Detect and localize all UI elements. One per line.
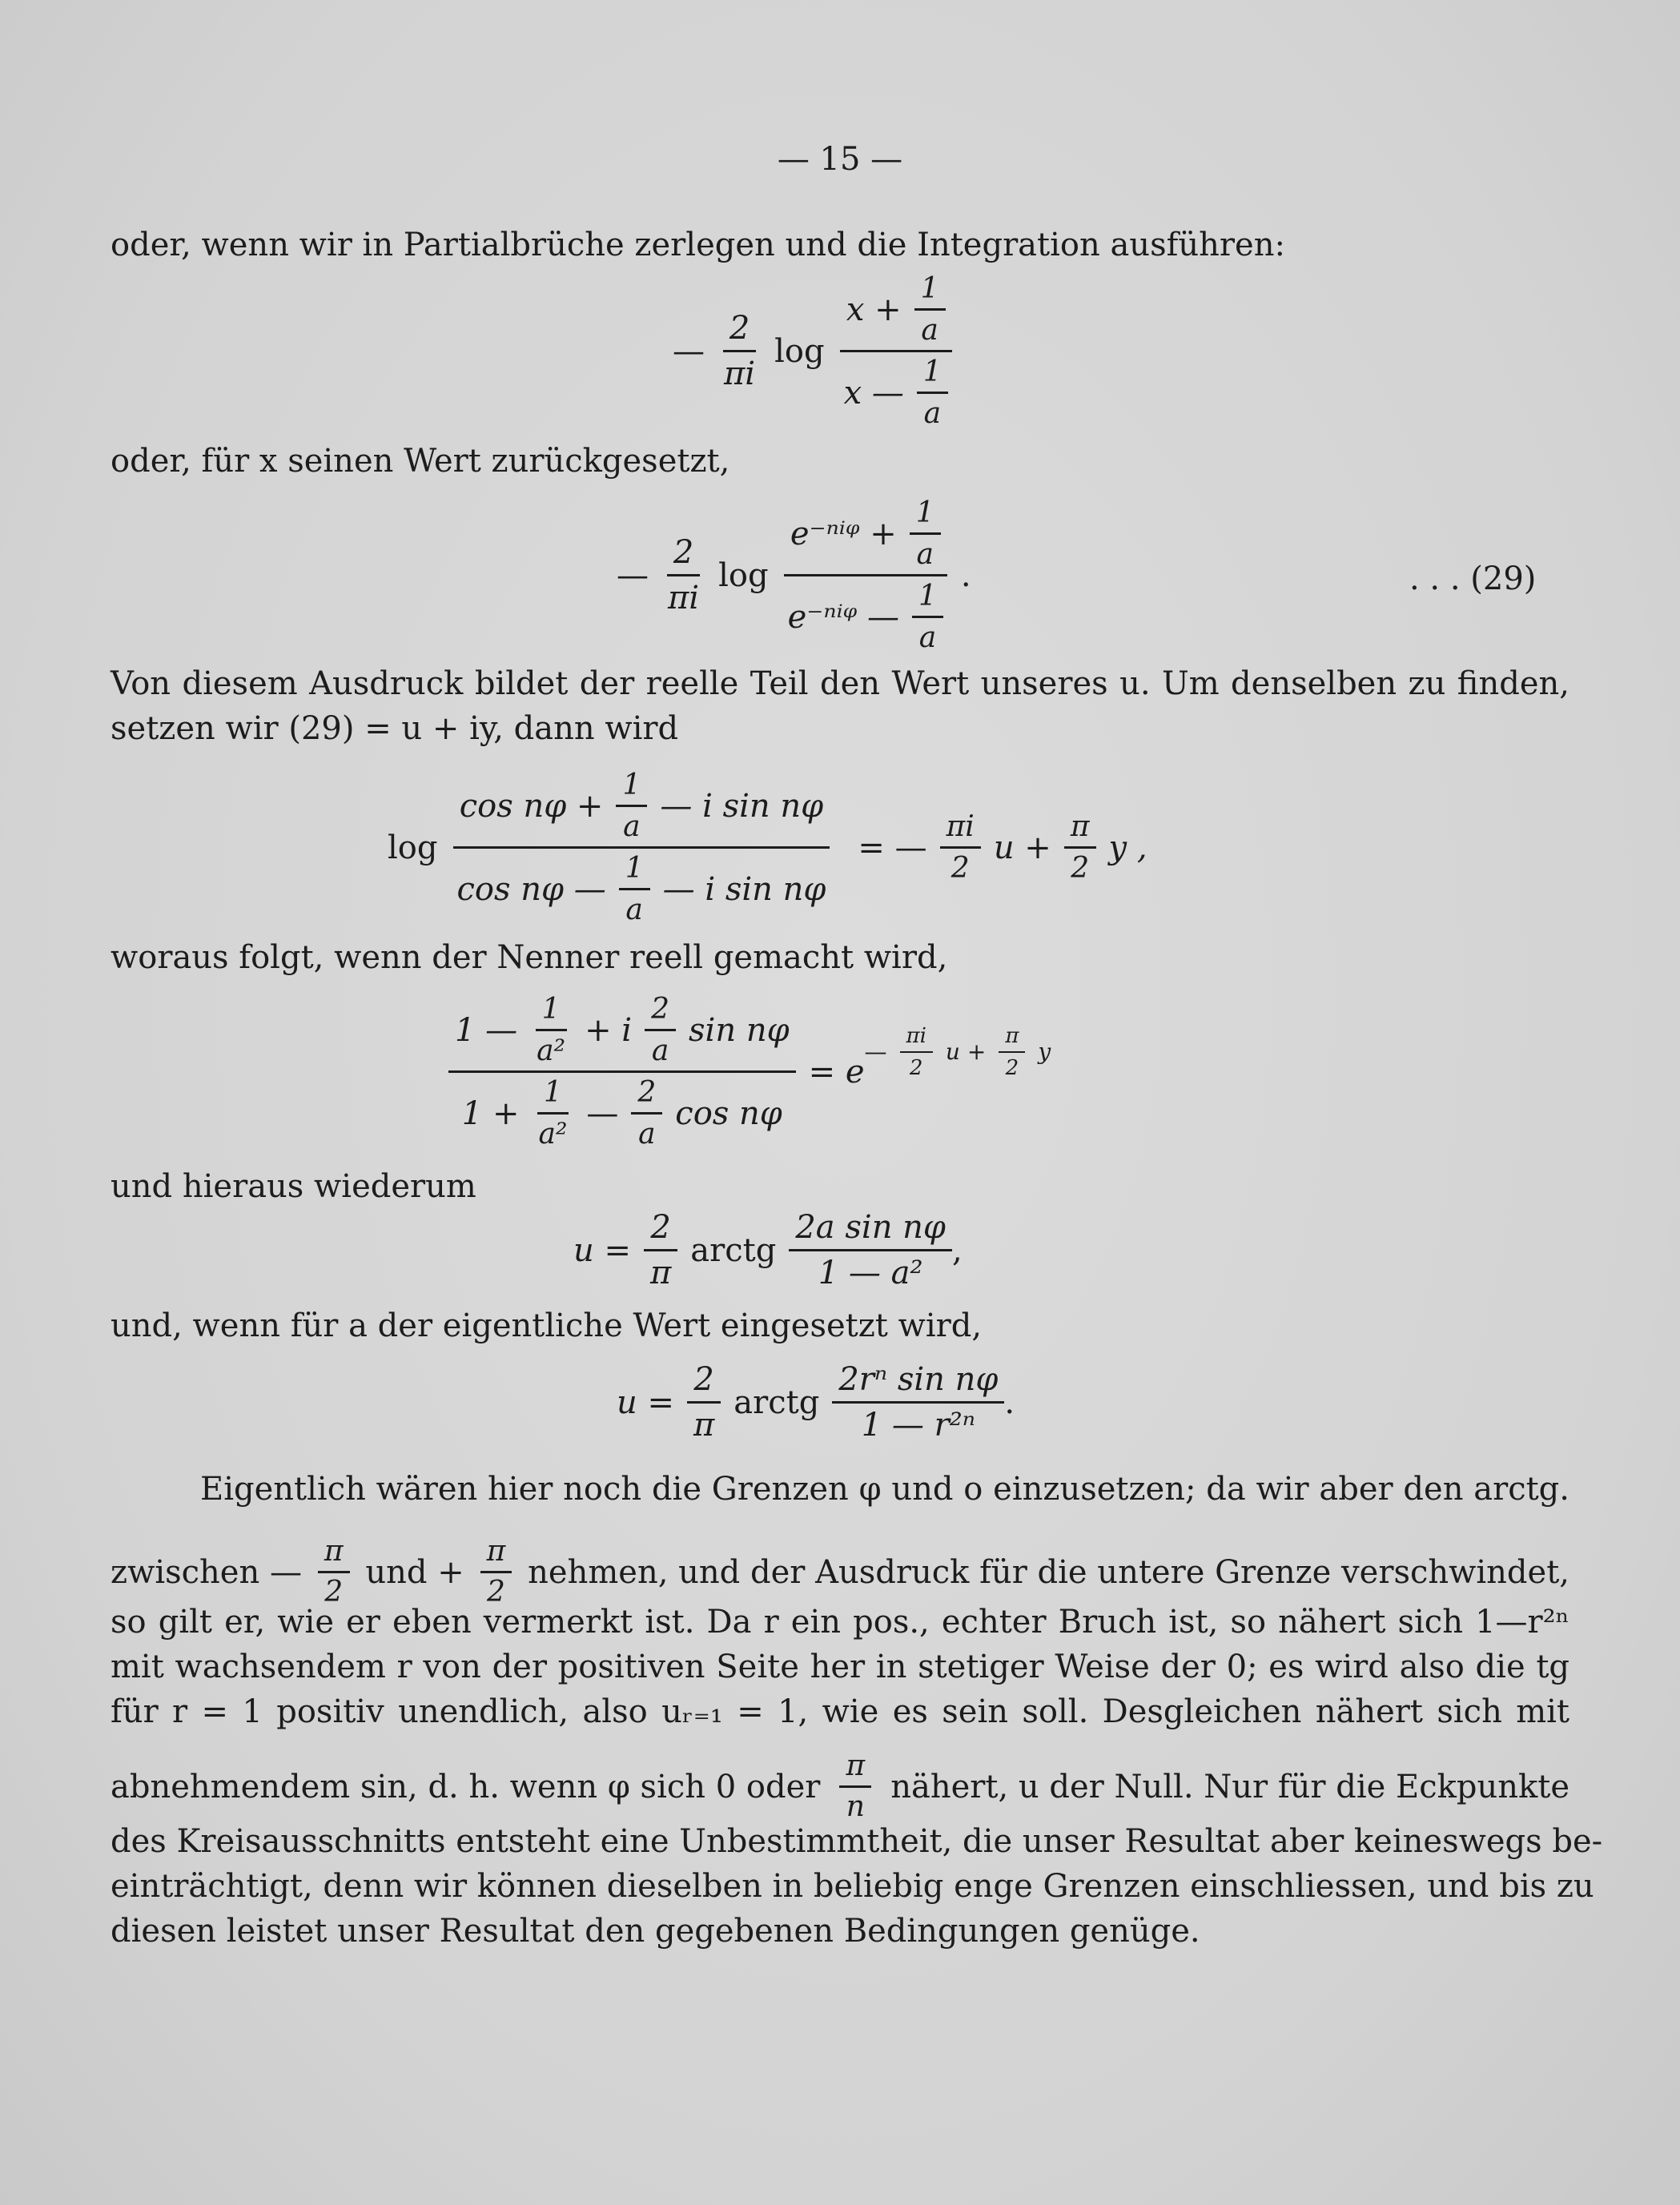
numerator: 2a sin nφ (789, 1209, 952, 1251)
text-line: oder, wenn wir in Partialbrüche zerlegen und die Integration ausführen: (111, 227, 1285, 263)
pi-over-2 (480, 1536, 512, 1609)
numerator: 1 (912, 580, 943, 618)
denominator (456, 1073, 789, 1151)
text-line: Von diesem Ausdruck bildet der reelle Teil den Wert unseres u. Um denselben zu finden, (111, 665, 1569, 702)
text-line: setzen wir (29) = u + iy, dann wird (111, 710, 679, 747)
numerator-term: e⁻ⁿⁱᵠ + (790, 515, 897, 552)
paragraph-line: Eigentlich wären hier noch die Grenzen φ und o einzusetzen; da wir aber den arctg. (200, 1471, 1569, 1508)
one-over-a (619, 852, 650, 926)
text-segment: und + (365, 1553, 464, 1591)
numerator: π (839, 1750, 871, 1788)
paragraph-line: so gilt er, wie er eben vermerkt ist. Da r ein pos., echter Bruch ist, so nähert sich 1—r²ⁿ (111, 1604, 1569, 1641)
numerator: 2 (687, 1361, 720, 1404)
denominator (838, 352, 955, 430)
minus-sign: — (673, 332, 705, 370)
denominator-term: — i sin nφ (662, 870, 826, 908)
pi-i-over-2 (900, 1024, 933, 1080)
coefficient-fraction (661, 534, 705, 617)
arctg-fraction (832, 1361, 1004, 1444)
one-over-a-squared (532, 1076, 573, 1151)
paragraph-line: des Kreisausschnitts entsteht eine Unbestimmtheit, die unser Resultat aber keineswegs be- (111, 1823, 1603, 1860)
one-over-a (912, 580, 943, 654)
paragraph-line: für r = 1 positiv unendlich, also uᵣ₌₁ = 1, wie es sein soll. Desgleichen nähert sich mit (111, 1693, 1569, 1730)
text-line: woraus folgt, wenn der Nenner reell gemacht wird, (111, 939, 948, 976)
exponent (865, 1024, 1051, 1080)
text-segment: zwischen — (111, 1553, 302, 1591)
denominator: 2 (486, 1576, 505, 1609)
numerator (453, 769, 830, 849)
denominator: a² (537, 1034, 566, 1067)
paragraph-line: diesen leistet unser Resultat den gegebenen Bedingungen genüge. (111, 1913, 1200, 1950)
equation-1 (673, 272, 955, 430)
pi-over-2 (999, 1024, 1025, 1080)
equation-label: . . . (29) (1409, 560, 1537, 597)
minus-sign: — (617, 556, 649, 594)
numerator: 2 (667, 534, 700, 576)
denominator: πi (724, 355, 756, 392)
denominator: a (625, 894, 643, 926)
denominator: a (638, 1118, 656, 1151)
numerator: π (480, 1536, 512, 1573)
text-line: und, wenn für a der eigentliche Wert eingesetzt wird, (111, 1307, 983, 1344)
arctg-operator: arctg (733, 1384, 820, 1421)
y-term: y , (1108, 829, 1147, 866)
denominator: a (921, 314, 938, 347)
numerator: 1 (910, 496, 941, 535)
numerator: π (1064, 810, 1096, 849)
log-operator: log (774, 332, 825, 370)
pi-over-2 (1064, 810, 1096, 885)
arctg-fraction (789, 1209, 952, 1291)
exp-minus: — (864, 1038, 887, 1065)
one-over-a-squared (530, 993, 572, 1067)
pi-over-2 (318, 1536, 350, 1609)
one-over-a (917, 355, 948, 430)
numerator: πi (940, 810, 981, 849)
paragraph-line: mit wachsendem r von der positiven Seite her in stetiger Weise der 0; es wird also die tg (111, 1649, 1569, 1685)
text-segment: nähert, u der Null. Nur für die Eckpunkte (890, 1768, 1569, 1805)
denominator: a (916, 538, 934, 571)
lhs: u = (617, 1384, 674, 1421)
log-fraction (838, 272, 955, 430)
numerator: 1 (536, 993, 567, 1031)
main-fraction (448, 993, 796, 1151)
one-over-a (914, 272, 946, 347)
log-fraction (782, 496, 950, 654)
text-line: oder, für x seinen Wert zurückgesetzt, (111, 443, 730, 480)
denominator: π (693, 1407, 715, 1444)
numerator: 2rⁿ sin nφ (832, 1361, 1004, 1404)
two-over-pi (687, 1361, 721, 1444)
paragraph-line: einträchtigt, denn wir können dieselben in beliebig enge Grenzen einschliessen, und bis zu (111, 1868, 1594, 1905)
comma: , (951, 1231, 963, 1269)
denominator (450, 849, 832, 926)
denominator: a² (538, 1118, 568, 1151)
denominator: n (846, 1790, 865, 1823)
page-number: — 15 — (777, 141, 903, 178)
numerator-term: 1 — (455, 1011, 518, 1049)
numerator-term: cos nφ + (459, 787, 604, 825)
numerator: 2 (631, 1076, 662, 1115)
denominator: 2 (1005, 1055, 1019, 1080)
denominator-term: e⁻ⁿⁱᵠ — (787, 598, 899, 636)
denominator: 2 (1071, 852, 1090, 885)
numerator: 2 (644, 1209, 677, 1251)
lhs: u = (573, 1231, 631, 1269)
equals-minus: = — (858, 829, 927, 866)
equation-4 (448, 993, 1051, 1151)
denominator-term: 1 + (461, 1094, 520, 1132)
denominator: a (923, 397, 942, 430)
arctg-operator: arctg (690, 1231, 777, 1269)
denominator-term: — (586, 1094, 619, 1132)
text-line: und hieraus wiederum (111, 1168, 476, 1205)
numerator: 1 (917, 355, 948, 394)
pi-i-over-2 (940, 810, 981, 885)
text-segment: nehmen, und der Ausdruck für die untere Grenze verschwindet, (528, 1553, 1569, 1591)
exp-y-term: y (1038, 1038, 1051, 1065)
paragraph-line (111, 1750, 1569, 1823)
text-segment: abnehmendem sin, d. h. wenn φ sich 0 oder (111, 1768, 821, 1805)
period: . (1004, 1384, 1015, 1421)
denominator: πi (668, 580, 700, 617)
numerator: 1 (537, 1076, 569, 1115)
numerator: 1 (616, 769, 647, 807)
numerator-term: — i sin nφ (660, 787, 824, 825)
numerator (840, 272, 952, 352)
numerator: π (999, 1024, 1025, 1053)
two-over-pi (644, 1209, 677, 1291)
numerator-term: x + (846, 291, 902, 328)
one-over-a (910, 496, 941, 571)
numerator-term: sin nφ (689, 1011, 790, 1049)
denominator (782, 576, 950, 654)
denominator-term: cos nφ — (456, 870, 606, 908)
denominator: a (651, 1034, 669, 1067)
numerator (784, 496, 947, 576)
denominator: a (918, 621, 937, 654)
numerator-term: + i (585, 1011, 633, 1049)
denominator: 2 (909, 1055, 923, 1080)
equation-29 (617, 496, 971, 654)
two-over-a (631, 1076, 662, 1151)
denominator: 1 — r²ⁿ (861, 1407, 976, 1444)
equation-3 (388, 769, 1147, 926)
denominator: 2 (324, 1576, 344, 1609)
denominator: π (650, 1255, 672, 1291)
denominator-term: x — (843, 374, 904, 412)
numerator: π (318, 1536, 350, 1573)
pi-over-n (839, 1750, 871, 1823)
log-operator: log (718, 556, 769, 594)
numerator: πi (900, 1024, 933, 1053)
numerator (448, 993, 796, 1073)
paragraph-line (111, 1536, 1569, 1609)
denominator: a (623, 810, 641, 843)
denominator-term: cos nφ (675, 1094, 782, 1132)
period: . (960, 556, 971, 594)
equation-6 (617, 1361, 1015, 1444)
exp-u-term: u + (945, 1038, 987, 1065)
equation-5 (573, 1209, 963, 1291)
denominator: 2 (951, 852, 970, 885)
one-over-a (616, 769, 647, 843)
two-over-a (645, 993, 676, 1067)
numerator: 2 (645, 993, 676, 1031)
denominator: 1 — a² (818, 1255, 923, 1291)
equals-e: = e (808, 1053, 865, 1090)
numerator: 1 (619, 852, 650, 890)
coefficient-fraction (717, 310, 762, 392)
log-operator: log (388, 829, 438, 866)
numerator: 1 (914, 272, 946, 311)
numerator: 2 (723, 310, 756, 352)
u-term: u + (993, 829, 1051, 866)
log-fraction (450, 769, 832, 926)
